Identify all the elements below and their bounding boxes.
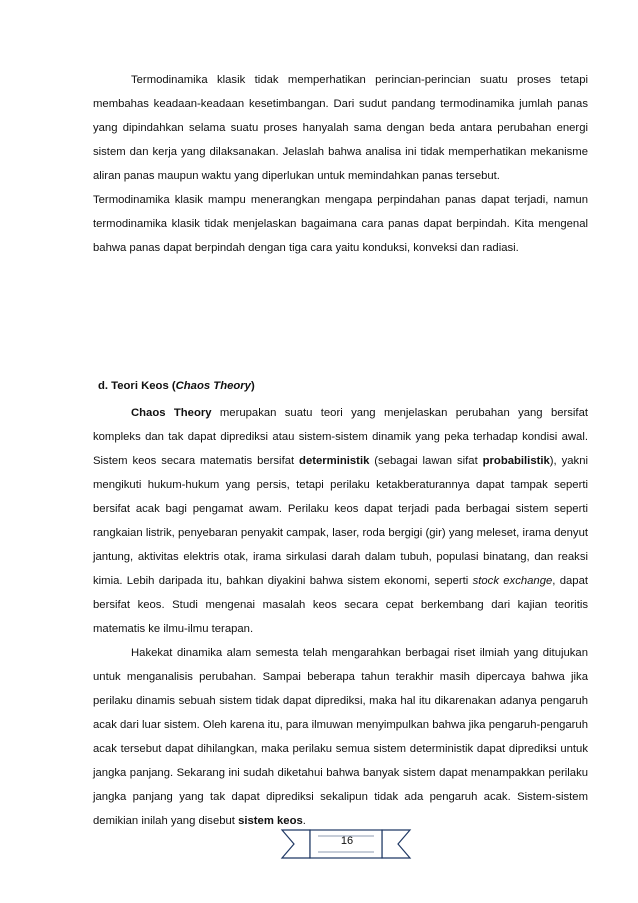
heading-suffix: ) <box>250 380 255 392</box>
paragraph: Termodinamika klasik mampu menerangkan mengapa perpindahan panas dapat terjadi, namun termodinamika klasik tidak menjelaskan bagaimana cara panas dapat berpindah. Kita mengenal bahwa panas dapat berpindah dengan tiga cara yaitu konduksi, konveksi dan radiasi. <box>93 194 588 254</box>
bold-term: probabilistik <box>482 455 550 467</box>
text-run: , dapat bersifat keos. Studi mengenai masalah keos secara cepat berkembang dari kajian teoritis matematis ke ilmu-ilmu terapan. <box>93 575 588 635</box>
bold-term: deterministik <box>299 455 370 467</box>
section-heading <box>98 380 255 392</box>
text-run: merupakan suatu teori yang menjelaskan perubahan yang bersifat kompleks dan tak dapat diprediksi atau sistem-sistem dinamik yang peka terhadap kondisi awal. Sistem keos secara matematis bersifat <box>93 407 588 467</box>
text-run: . <box>302 815 306 827</box>
page-number: 16 <box>340 835 354 847</box>
text-run: ), yakni mengikuti hukum-hukum yang persis, tetapi perilaku ketakberaturannya dapat tampak seperti bersifat acak bagi pengamat awam. Perilaku keos dapat terjadi pada berbagai sistem seperti rangkaian listrik, penyebaran penyakit campak, laser, roda bergigi (gir) yang meleset, irama denyut jantung, aktivitas elektris otak, irama sirkulasi darah dalam tubuh, populasi binatang, dan reaksi kimia. Lebih daripada itu, bahkan diyakini bahwa sistem ekonomi, seperti <box>93 455 588 587</box>
paragraph <box>93 401 588 641</box>
heading-italic-term: Chaos Theory <box>175 380 251 392</box>
heading-text: d. Teori Keos ( <box>98 380 176 392</box>
bold-term: Chaos Theory <box>131 407 212 419</box>
text-run: (sebagai lawan sifat <box>369 455 483 467</box>
paragraph <box>93 641 588 833</box>
bold-term: sistem keos <box>238 815 303 827</box>
section-thermo-body <box>93 68 588 260</box>
paragraph: Termodinamika klasik tidak memperhatikan perincian-perincian suatu proses tetapi membahas keadaan-keadaan kesetimbangan. Dari sudut pandang termodinamika jumlah panas yang dipindahkan selama suatu proses hanyalah sama dengan beda antara perubahan energi sistem dan kerja yang dilaksanakan. Jelaslah bahwa analisa ini tidak memperhatikan mekanisme aliran panas maupun waktu yang diperlukan untuk memindahkan panas tersebut. <box>93 74 588 182</box>
italic-term: stock exchange <box>472 575 553 587</box>
section-chaos-body <box>93 401 588 833</box>
text-run: Hakekat dinamika alam semesta telah mengarahkan berbagai riset ilmiah yang ditujukan untuk menganalisis perubahan. Sampai beberapa tahun terakhir masih dipercaya bahwa jika perilaku dinamis sebuah sistem tidak dapat diprediksi, maka hal itu dikarenakan adanya pengaruh acak dari luar sistem. Oleh karena itu, para ilmuwan menyimpulkan bahwa jika pengaruh-pengaruh acak tersebut dapat dihilangkan, maka perilaku semua sistem deterministik dapat diprediksi untuk jangka panjang. Sekarang ini sudah diketahui bahwa banyak sistem dapat menampakkan perilaku jangka panjang yang tak dapat diprediksi sekalipun tidak ada pengaruh acak. Sistem-sistem demikian inilah yang disebut <box>93 647 588 827</box>
page-number-banner <box>280 828 412 860</box>
